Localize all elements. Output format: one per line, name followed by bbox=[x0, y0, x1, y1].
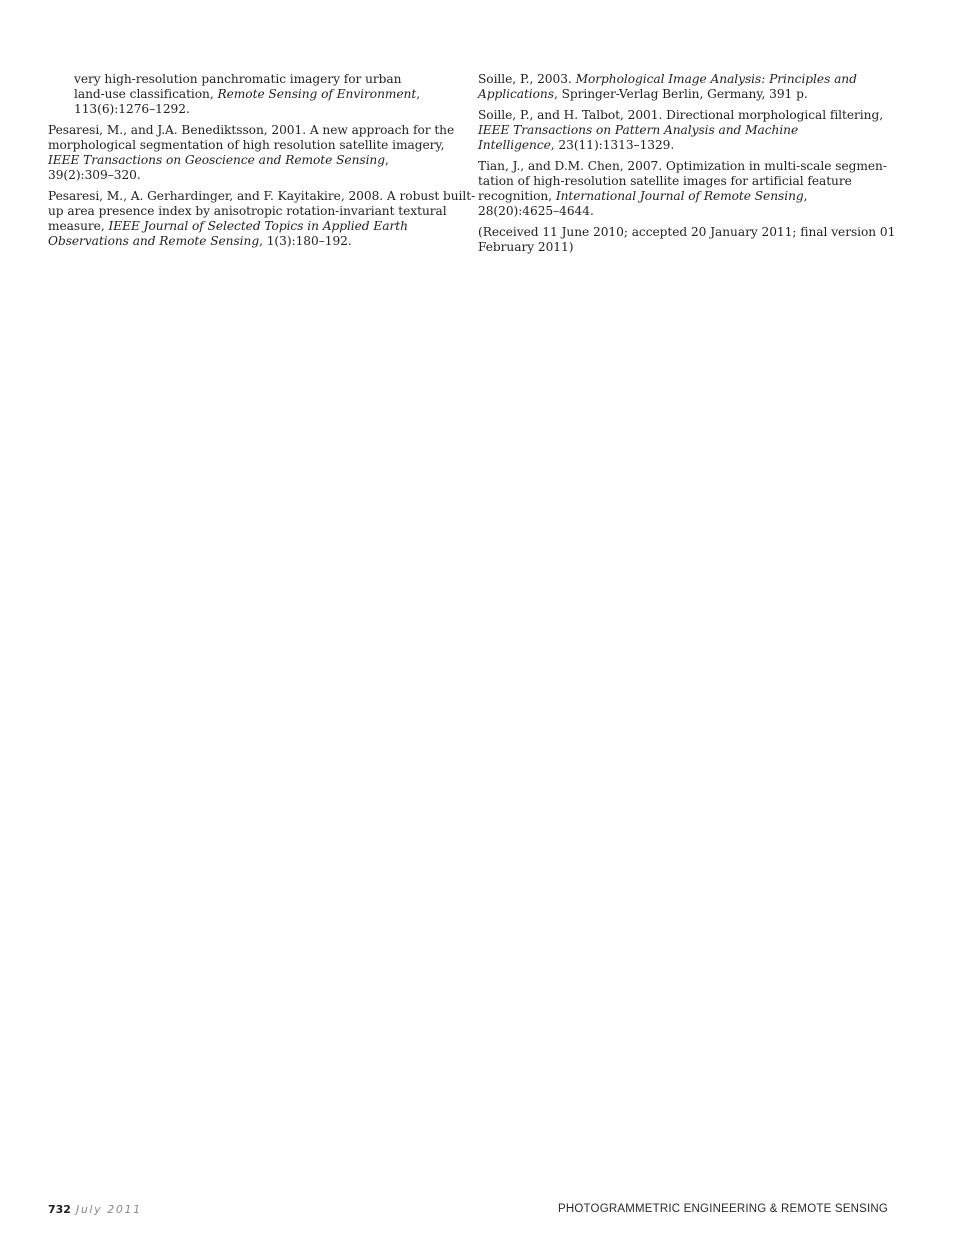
reference-line: 113(6):1276–1292. bbox=[74, 102, 190, 116]
reference-soille-2003 bbox=[478, 72, 888, 102]
reference-line: Soille, P., and H. Talbot, 2001. Directional morphological filtering, bbox=[478, 108, 884, 122]
reference-line: land-use classification, Remote Sensing of Environment, bbox=[74, 87, 421, 101]
reference-line: morphological segmentation of high resolution satellite imagery, bbox=[48, 138, 445, 152]
reference-line: Tian, J., and D.M. Chen, 2007. Optimization in multi-scale segmen- bbox=[478, 159, 887, 173]
reference-soille-2001 bbox=[478, 108, 888, 153]
reference-line: measure, IEEE Journal of Selected Topics in Applied Earth bbox=[48, 219, 408, 233]
left-column bbox=[48, 72, 476, 255]
reference-line: IEEE Transactions on Geoscience and Remote Sensing, bbox=[48, 153, 389, 167]
reference-line: Pesaresi, M., A. Gerhardinger, and F. Kayitakire, 2008. A robust built- bbox=[48, 189, 476, 203]
reference-line: IEEE Transactions on Pattern Analysis and Machine bbox=[478, 123, 799, 137]
page-footer bbox=[48, 1203, 888, 1219]
journal-name: PHOTOGRAMMETRIC ENGINEERING & REMOTE SENSING bbox=[558, 1203, 888, 1215]
reference-continuation bbox=[48, 72, 458, 117]
received-line: February 2011) bbox=[478, 240, 574, 254]
reference-line: Soille, P., 2003. Morphological Image Analysis: Principles and bbox=[478, 72, 857, 86]
reference-pesaresi-2008 bbox=[48, 189, 476, 249]
page-number: 732 bbox=[48, 1203, 71, 1216]
reference-line: Intelligence, 23(11):1313–1329. bbox=[478, 138, 675, 152]
reference-line: Applications, Springer-Verlag Berlin, Germany, 391 p. bbox=[478, 87, 808, 101]
reference-line: Pesaresi, M., and J.A. Benediktsson, 2001. A new approach for the bbox=[48, 123, 455, 137]
reference-line: recognition, International Journal of Remote Sensing, bbox=[478, 189, 808, 203]
received-line: (Received 11 June 2010; accepted 20 January 2011; final version 01 bbox=[478, 225, 896, 239]
reference-line: 28(20):4625–4644. bbox=[478, 204, 594, 218]
reference-line: very high-resolution panchromatic imagery for urban bbox=[74, 72, 402, 86]
reference-tian-2007 bbox=[478, 159, 888, 219]
reference-line: Observations and Remote Sensing, 1(3):180–192. bbox=[48, 234, 352, 248]
reference-line: up area presence index by anisotropic rotation-invariant textural bbox=[48, 204, 447, 218]
received-note bbox=[478, 225, 896, 255]
reference-pesaresi-2001 bbox=[48, 123, 458, 183]
right-column bbox=[478, 72, 896, 261]
reference-line: tation of high-resolution satellite images for artificial feature bbox=[478, 174, 852, 188]
issue-date: July 2011 bbox=[76, 1203, 142, 1216]
reference-line: 39(2):309–320. bbox=[48, 168, 141, 182]
